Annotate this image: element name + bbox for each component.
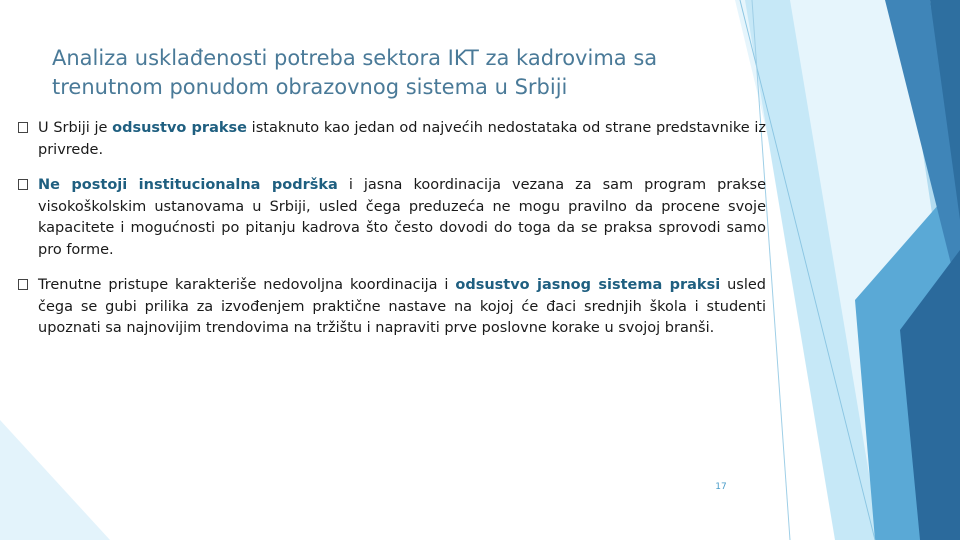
bullet-item-3: [18, 275, 766, 340]
bullet-list: [18, 118, 766, 354]
bullet-item-2: [18, 175, 766, 261]
decor-left-triangle: [0, 420, 110, 540]
bullet-item-1: [18, 118, 766, 161]
bullet-text-post: usled čega se gubi prilika za izvođenjem praktične nastave na kojoj će đaci srednjih škola i studenti upoznati sa najnovijim trendovima na tržištu i napraviti prve poslovne korake u svojoj branši.: [38, 277, 766, 336]
bullet-text-pre: U Srbiji je: [38, 120, 113, 136]
slide-title: Analiza usklađenosti potreba sektora IKT za kadrovima sa trenutnom ponudom obrazovnog sistema u Srbiji: [52, 46, 658, 99]
bullet-highlight: odsustvo prakse: [112, 120, 247, 136]
bullet-box-icon: [18, 122, 28, 133]
bullet-text-post: i jasna koordinacija vezana za sam program prakse visokoškolskim ustanovama u Srbiji, usled čega preduzeća ne mogu pravilno da procene svoje kapacitete i mogućnosti po pitanju kadrova što često dovodi do toga da se praksa sprovodi samo pro forme.: [38, 177, 766, 258]
bullet-highlight: odsustvo jasnog sistema praksi: [455, 277, 721, 293]
bullet-box-icon: [18, 279, 28, 290]
page-number: 17: [715, 482, 727, 492]
bullet-box-icon: [18, 179, 28, 190]
bullet-highlight: Ne postoji institucionalna podrška: [38, 177, 338, 193]
bullet-text-post: istaknuto kao jedan od najvećih nedostataka od strane predstavnike iz privrede.: [38, 120, 766, 158]
bullet-text-pre: Trenutne pristupe karakteriše nedovoljna koordinacija i: [38, 277, 456, 293]
